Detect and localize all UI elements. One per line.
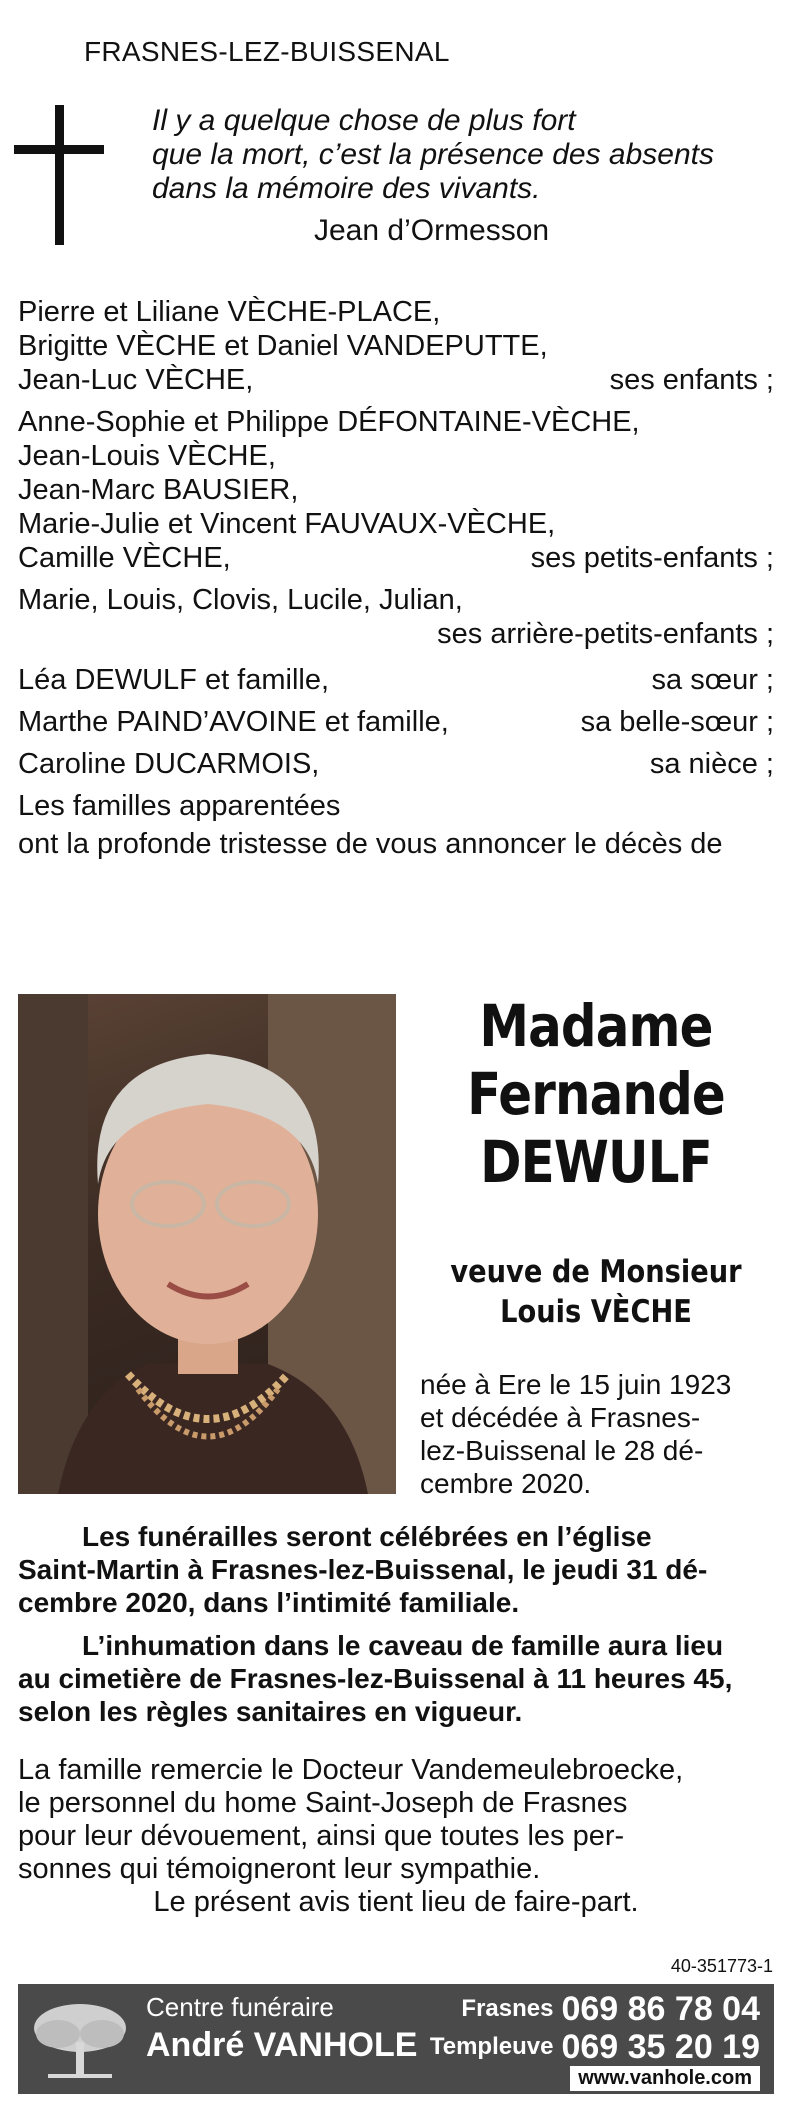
family-row — [18, 659, 774, 701]
family-relation: ses arrière-petits-enfants ; — [437, 618, 774, 650]
deceased-name — [410, 992, 782, 1196]
thanks-line: La famille remercie le Docteur Vandemeulebroecke, — [18, 1754, 684, 1786]
family-row — [18, 617, 774, 651]
family-name: Marie-Julie et Vincent FAUVAUX-VÈCHE, — [18, 508, 556, 540]
phone-number[interactable]: 069 35 20 19 — [561, 2028, 760, 2066]
announcement: ont la profonde tristesse de vous annoncer le décès de — [18, 828, 723, 860]
birth-line: et décédée à Frasnes- — [420, 1402, 701, 1433]
family-row — [18, 507, 774, 541]
funeral-line: Saint-Martin à Frasnes-lez-Buissenal, le jeudi 31 dé- — [18, 1554, 708, 1585]
funeral-home-label: Centre funéraire — [146, 1992, 334, 2022]
thanks-line: sonnes qui témoigneront leur sympathie. — [18, 1853, 541, 1885]
phone-number[interactable]: 069 86 78 04 — [561, 1990, 760, 2028]
family-name: Camille VÈCHE, — [18, 542, 231, 574]
family-row — [18, 329, 774, 363]
family-name: Jean-Louis VÈCHE, — [18, 440, 276, 472]
deceased-title: Madame — [479, 992, 713, 1060]
funeral-home-banner — [18, 1984, 774, 2094]
family-name: Anne-Sophie et Philippe DÉFONTAINE-VÈCHE, — [18, 406, 640, 438]
funeral-info — [18, 1520, 774, 1728]
quote-line: Il y a quelque chose de plus fort — [152, 104, 576, 137]
birth-line: cembre 2020. — [420, 1468, 592, 1499]
family-row — [18, 541, 774, 575]
thanks-line: le personnel du home Saint-Joseph de Frasnes — [18, 1787, 628, 1819]
quote — [152, 104, 782, 206]
family-row — [18, 785, 774, 827]
family-name: Jean-Luc VÈCHE, — [18, 364, 254, 396]
family-relation: sa nièce ; — [649, 748, 774, 780]
cross-icon — [14, 105, 104, 245]
funeral-line: Les funérailles seront célébrées en l’église — [82, 1521, 652, 1552]
family-name: Les familles apparentées — [18, 790, 341, 822]
quote-line: que la mort, c’est la présence des absents — [152, 138, 714, 171]
quote-line: dans la mémoire des vivants. — [152, 172, 541, 205]
family-relation: ses petits-enfants ; — [530, 542, 774, 574]
family-name: Pierre et Liliane VÈCHE-PLACE, — [18, 296, 441, 328]
phone-frasnes — [461, 1990, 760, 2029]
birth-line: née à Ere le 15 juin 1923 — [420, 1369, 732, 1400]
family-row — [18, 701, 774, 743]
family-list — [18, 295, 774, 861]
family-row — [18, 439, 774, 473]
family-row — [18, 295, 774, 329]
family-name: Jean-Marc BAUSIER, — [18, 474, 299, 506]
family-name: Marie, Louis, Clovis, Lucile, Julian, — [18, 584, 463, 616]
family-row — [18, 405, 774, 439]
widow-of — [432, 1252, 759, 1332]
birth-death-info — [420, 1368, 776, 1500]
portrait-photo — [18, 994, 396, 1494]
portrait-illustration — [18, 994, 396, 1494]
website-link[interactable]: www.vanhole.com — [570, 2066, 760, 2091]
family-row — [18, 473, 774, 507]
funeral-home-name: André VANHOLE — [146, 2026, 418, 2064]
phone-place: Frasnes — [461, 1995, 554, 2022]
family-row — [18, 583, 774, 617]
family-relation: sa sœur ; — [651, 664, 774, 696]
funeral-line: cembre 2020, dans l’intimité familiale. — [18, 1587, 520, 1618]
funeral-line: selon les règles sanitaires en vigueur. — [18, 1696, 523, 1727]
family-relation: ses enfants ; — [609, 364, 774, 396]
funeral-line: L’inhumation dans le caveau de famille aura lieu — [82, 1630, 724, 1661]
birth-line: lez-Buissenal le 28 dé- — [420, 1435, 704, 1466]
quote-author: Jean d’Ormesson — [314, 214, 550, 247]
tree-icon — [28, 1998, 132, 2082]
family-name: Marthe PAIND’AVOINE et famille, — [18, 706, 449, 738]
family-row — [18, 743, 774, 785]
deceased-first-name: Fernande — [467, 1060, 725, 1128]
deceased-last-name: DEWULF — [480, 1128, 712, 1196]
reference-number: 40-351773-1 — [670, 1956, 773, 1976]
closing-line: Le présent avis tient lieu de faire-part. — [153, 1886, 639, 1918]
family-name: Brigitte VÈCHE et Daniel VANDEPUTTE, — [18, 330, 548, 362]
funeral-line: au cimetière de Frasnes-lez-Buissenal à 11 heures 45, — [18, 1663, 733, 1694]
family-name: Caroline DUCARMOIS, — [18, 748, 320, 780]
widow-line: Louis VÈCHE — [500, 1294, 692, 1330]
family-name: Léa DEWULF et famille, — [18, 664, 330, 696]
town-heading: FRASNES-LEZ-BUISSENAL — [84, 36, 450, 67]
family-row — [18, 363, 774, 397]
family-relation: sa belle-sœur ; — [580, 706, 774, 738]
widow-line: veuve de Monsieur — [450, 1254, 742, 1290]
phone-place: Templeuve — [429, 2033, 554, 2060]
thanks-line: pour leur dévouement, ainsi que toutes les per- — [18, 1820, 625, 1852]
thanks-info — [18, 1754, 774, 1919]
phone-templeuve — [430, 2028, 760, 2067]
